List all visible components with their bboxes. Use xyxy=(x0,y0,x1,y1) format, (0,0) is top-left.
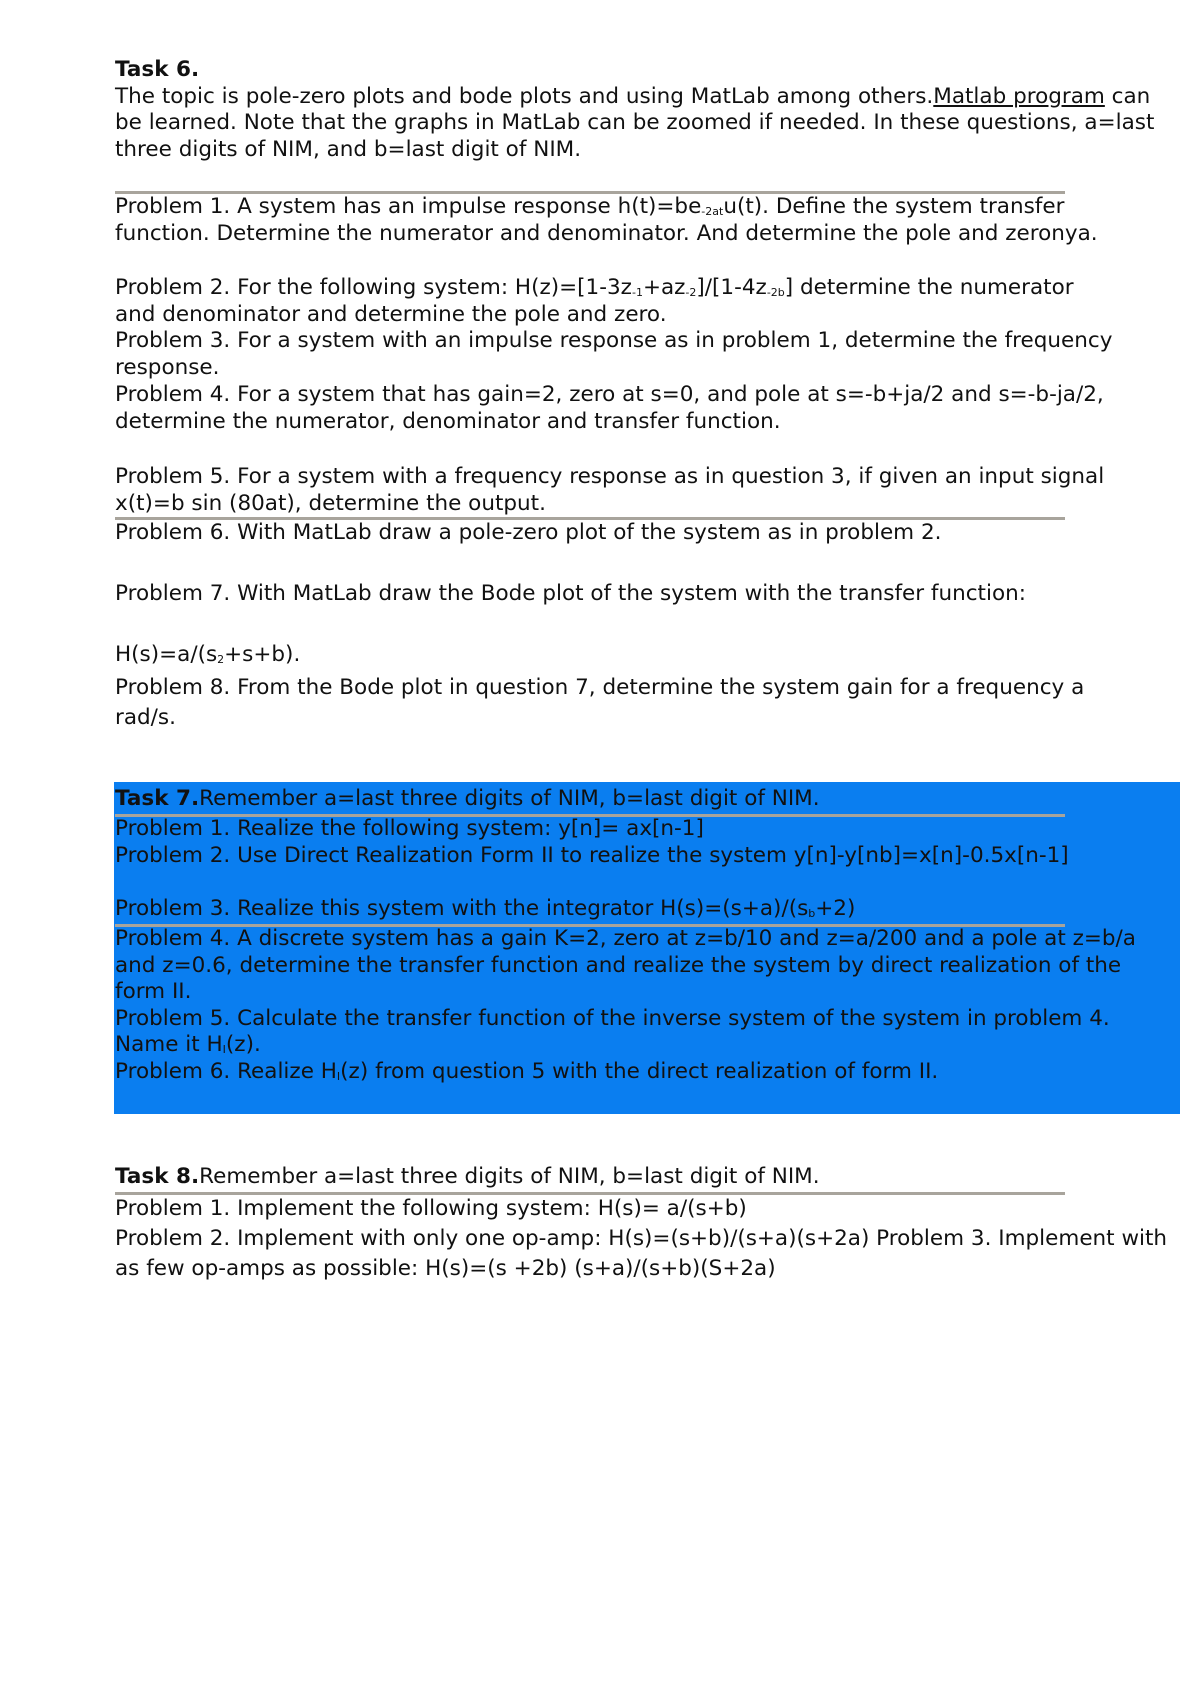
task8-header: Task 8.Remember a=last three digits of NIM, b=last digit of NIM. xyxy=(115,1164,820,1189)
matlab-program-link[interactable]: Matlab program xyxy=(933,83,1105,109)
task7-header: Task 7.Remember a=last three digits of NIM, b=last digit of NIM. xyxy=(115,786,820,811)
task6-intro-line3: three digits of NIM, and b=last digit of NIM. xyxy=(115,136,582,162)
task6-problem-4: Problem 4. For a system that has gain=2, zero at s=0, and pole at s=-b+ja/2 and s=-b-ja/2, determine the numerator, denominator and transfer function. xyxy=(115,382,1104,434)
task6-formula: $H(s)=a/(s_2+s+b)$. xyxy=(115,642,301,667)
task7-problem-5: Problem 5. Calculate the transfer function of the inverse system of the system in problem 4. xyxy=(115,1005,1110,1031)
task6-problem-7: Problem 7. With MatLab draw the Bode plot of the system with the transfer function: xyxy=(115,581,1026,606)
task6-problem-2: Problem 2. For the following system: $H(z)=[1-3z_{-1}+az_{-2}]/[1-4z_{-2b}]$ determine the numerator and denominator and determine the pole and zero. xyxy=(115,275,1074,327)
task6-problem-1: Problem 1. A system has an impulse response $h(t)=be_{-2at}u(t)$. Define the system transfer function. Determine the numerator and denominator. And determine the pole and zeronya. xyxy=(115,194,1098,246)
task7-problem-2: Problem 2. Use Direct Realization Form II to realize the system y[n]-y[nb]=x[n]-0.5x[n-1] xyxy=(115,842,1069,868)
task7-problems-1-2 xyxy=(115,816,1180,869)
task6-problem-3: Problem 3. For a system with an impulse response as in problem 1, determine the frequency response. xyxy=(115,328,1113,380)
task8-problem-1: Problem 1. Implement the following system: H(s)= a/(s+b) xyxy=(115,1196,747,1221)
task7-problem-6: Problem 6. Realize $H_I(z)$ from question 5 with the direct realization of form II. xyxy=(115,1058,939,1084)
task6-title: Task 6. xyxy=(115,57,200,82)
task7-problem-3: Problem 3. Realize this system with the integrator $H(s)=(s+a)/(s_b+2)$ xyxy=(115,896,856,921)
task8-problems: Problem 1. Implement the following system: H(s)= a/(s+b) Problem 2. Implement with only one op-amp: H(s)=(s+b)/(s+a)(s+2a) Problem 3. Implement with as few op-amps as possible: H(s)=(s +2b) (s+a)/(s+b)(S+2a) xyxy=(115,1194,1180,1284)
task7-title: Task 7. xyxy=(115,786,200,811)
task6-header xyxy=(115,57,1180,163)
task8-problem-2: Problem 2. Implement with only one op-amp: H(s)=(s+b)/(s+a)(s+2a) Problem 3. Implement with xyxy=(115,1226,1168,1251)
task7-problems-4-6: Problem 4. A discrete system has a gain K=2, zero at z=b/10 and z=a/200 and a pole at z=b/a and z=0.6, determine the transfer function and realize the system by direct realization of the form II. Problem 5. Calculate the transfer function of the inverse system of the system in problem 4. Name it $H_I(z)$. Problem 6. Realize $H_I(z)$ from question 5 with the direct realization of form II. xyxy=(115,926,1180,1085)
task6-intro-line1: The topic is pole-zero plots and bode plots and using MatLab among others.Matlab program can xyxy=(115,83,1151,109)
task6-problem-6: Problem 6. With MatLab draw a pole-zero plot of the system as in problem 2. xyxy=(115,520,942,545)
task6-intro-line2: be learned. Note that the graphs in MatLab can be zoomed if needed. In these questions, a=last xyxy=(115,110,1155,135)
task6-problem-5: Problem 5. For a system with a frequency response as in question 3, if given an input signal x(t)=b sin (80at), determine the output. xyxy=(115,464,1105,516)
task7-problem-1: Problem 1. Realize the following system: y[n]= ax[n-1] xyxy=(115,816,704,841)
task6-problem-8: Problem 8. From the Bode plot in question 7, determine the system gain for a frequency a rad/s. xyxy=(115,675,1085,730)
task7-problem-4: Problem 4. A discrete system has a gain K=2, zero at z=b/10 and z=a/200 and a pole at z=b/a xyxy=(115,926,1136,951)
task8-title: Task 8. xyxy=(115,1164,200,1189)
